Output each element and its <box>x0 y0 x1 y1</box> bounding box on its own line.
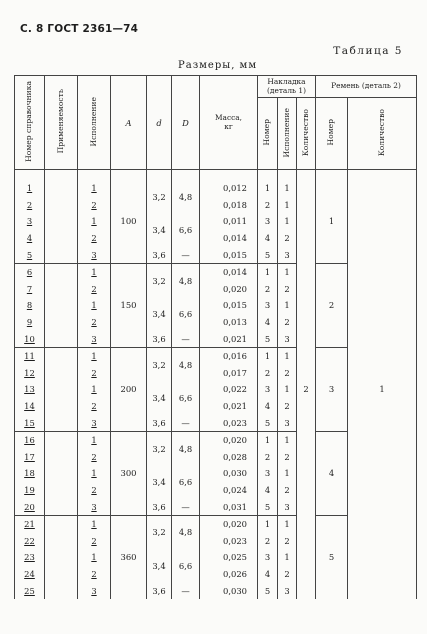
cell-nakladka-version: 3 <box>278 582 297 599</box>
cell-num: 16 <box>15 431 45 448</box>
cell-d: 3,4 <box>147 465 172 498</box>
cell-applicability <box>45 582 78 599</box>
cell-mass: 0,022 <box>200 381 258 398</box>
cell-d: 3,6 <box>147 582 172 599</box>
cell-nakladka-version: 2 <box>278 398 297 415</box>
cell-num: 9 <box>15 314 45 331</box>
cell-nakladka-num: 3 <box>258 381 278 398</box>
cell-applicability <box>45 263 78 280</box>
cell-mass: 0,014 <box>200 263 258 280</box>
cell-d: 3,6 <box>147 498 172 515</box>
cell-nakladka-version: 2 <box>278 532 297 549</box>
cell-nakladka-num: 1 <box>258 263 278 280</box>
cell-nakladka-qty: 2 <box>297 170 316 599</box>
cell-nakladka-version: 1 <box>278 197 297 214</box>
cell-d: 3,6 <box>147 414 172 431</box>
cell-mass: 0,023 <box>200 414 258 431</box>
cell-nakladka-version: 2 <box>278 314 297 331</box>
cell-A: 360 <box>111 515 147 598</box>
table-row <box>15 170 417 197</box>
cell-version: 1 <box>78 431 111 448</box>
cell-nakladka-num: 3 <box>258 213 278 230</box>
cell-nakladka-version: 1 <box>278 381 297 398</box>
cell-nakladka-num: 5 <box>258 330 278 347</box>
cell-remen-qty: 1 <box>348 170 417 599</box>
cell-mass: 0,017 <box>200 365 258 382</box>
cell-D: 4,8 <box>172 431 200 465</box>
cell-D: — <box>172 330 200 347</box>
cell-version: 3 <box>78 582 111 599</box>
cell-version: 2 <box>78 281 111 298</box>
dimensions-table <box>14 75 417 599</box>
cell-applicability <box>45 281 78 298</box>
cell-remen-num: 4 <box>316 431 348 515</box>
cell-applicability <box>45 170 78 197</box>
cell-D: — <box>172 246 200 263</box>
cell-mass: 0,018 <box>200 197 258 214</box>
cell-remen-num: 3 <box>316 347 348 431</box>
cell-version: 2 <box>78 532 111 549</box>
cell-D: 4,8 <box>172 347 200 381</box>
cell-version: 2 <box>78 365 111 382</box>
cell-nakladka-version: 2 <box>278 230 297 247</box>
page-header-standard: С. 8 ГОСТ 2361—74 <box>20 23 139 35</box>
cell-version: 2 <box>78 449 111 466</box>
cell-D: 4,8 <box>172 263 200 297</box>
cell-version: 3 <box>78 246 111 263</box>
cell-nakladka-num: 4 <box>258 230 278 247</box>
cell-version: 1 <box>78 381 111 398</box>
col-header-d: d <box>147 76 172 170</box>
cell-nakladka-version: 3 <box>278 414 297 431</box>
col-header-nakladka-num: Номер <box>258 98 278 170</box>
cell-applicability <box>45 482 78 499</box>
cell-mass: 0,021 <box>200 330 258 347</box>
cell-nakladka-version: 1 <box>278 549 297 566</box>
col-header-nakladka-version: Исполнение <box>278 98 297 170</box>
cell-D: — <box>172 414 200 431</box>
col-header-D: D <box>172 76 200 170</box>
cell-nakladka-num: 2 <box>258 532 278 549</box>
cell-num: 17 <box>15 449 45 466</box>
cell-applicability <box>45 414 78 431</box>
cell-nakladka-version: 2 <box>278 365 297 382</box>
cell-num: 18 <box>15 465 45 482</box>
cell-nakladka-num: 2 <box>258 365 278 382</box>
cell-d: 3,2 <box>147 263 172 297</box>
cell-nakladka-num: 1 <box>258 515 278 532</box>
cell-num: 25 <box>15 582 45 599</box>
col-header-A: A <box>111 76 147 170</box>
cell-mass: 0,024 <box>200 482 258 499</box>
cell-mass: 0,023 <box>200 532 258 549</box>
cell-mass: 0,021 <box>200 398 258 415</box>
cell-A: 150 <box>111 263 147 347</box>
cell-applicability <box>45 197 78 214</box>
cell-applicability <box>45 498 78 515</box>
cell-version: 1 <box>78 549 111 566</box>
cell-num: 8 <box>15 297 45 314</box>
cell-applicability <box>45 330 78 347</box>
cell-version: 2 <box>78 398 111 415</box>
cell-nakladka-version: 1 <box>278 297 297 314</box>
cell-nakladka-num: 4 <box>258 398 278 415</box>
cell-version: 2 <box>78 230 111 247</box>
cell-num: 14 <box>15 398 45 415</box>
cell-D: 4,8 <box>172 515 200 549</box>
cell-num: 24 <box>15 566 45 583</box>
cell-mass: 0,031 <box>200 498 258 515</box>
cell-mass: 0,028 <box>200 449 258 466</box>
cell-num: 23 <box>15 549 45 566</box>
cell-mass: 0,012 <box>200 170 258 197</box>
cell-D: — <box>172 582 200 599</box>
cell-mass: 0,016 <box>200 347 258 364</box>
cell-mass: 0,030 <box>200 465 258 482</box>
cell-nakladka-version: 1 <box>278 213 297 230</box>
cell-applicability <box>45 347 78 364</box>
cell-applicability <box>45 449 78 466</box>
cell-nakladka-num: 5 <box>258 246 278 263</box>
cell-mass: 0,020 <box>200 281 258 298</box>
cell-num: 13 <box>15 381 45 398</box>
cell-mass: 0,014 <box>200 230 258 247</box>
cell-applicability <box>45 549 78 566</box>
col-header-num: Номер справочника <box>15 76 45 170</box>
cell-mass: 0,013 <box>200 314 258 331</box>
cell-num: 22 <box>15 532 45 549</box>
cell-d: 3,4 <box>147 381 172 414</box>
cell-nakladka-version: 1 <box>278 465 297 482</box>
cell-mass: 0,011 <box>200 213 258 230</box>
cell-nakladka-version: 1 <box>278 347 297 364</box>
cell-D: 6,6 <box>172 549 200 582</box>
cell-nakladka-num: 5 <box>258 582 278 599</box>
cell-remen-num: 2 <box>316 263 348 347</box>
cell-d: 3,4 <box>147 549 172 582</box>
col-header-remen-num: Номер <box>316 98 348 170</box>
cell-version: 3 <box>78 414 111 431</box>
cell-D: 6,6 <box>172 465 200 498</box>
cell-mass: 0,026 <box>200 566 258 583</box>
cell-D: 6,6 <box>172 213 200 246</box>
cell-remen-num: 5 <box>316 515 348 598</box>
cell-nakladka-num: 1 <box>258 347 278 364</box>
cell-applicability <box>45 381 78 398</box>
cell-d: 3,2 <box>147 515 172 549</box>
cell-num: 12 <box>15 365 45 382</box>
cell-applicability <box>45 566 78 583</box>
cell-nakladka-num: 1 <box>258 431 278 448</box>
cell-applicability <box>45 230 78 247</box>
cell-version: 2 <box>78 314 111 331</box>
cell-nakladka-num: 3 <box>258 297 278 314</box>
cell-applicability <box>45 465 78 482</box>
col-header-mass: Масса, кг <box>200 76 258 170</box>
cell-nakladka-num: 3 <box>258 549 278 566</box>
cell-num: 4 <box>15 230 45 247</box>
cell-mass: 0,020 <box>200 431 258 448</box>
cell-d: 3,6 <box>147 330 172 347</box>
cell-version: 1 <box>78 347 111 364</box>
cell-num: 5 <box>15 246 45 263</box>
cell-nakladka-num: 4 <box>258 314 278 331</box>
cell-d: 3,6 <box>147 246 172 263</box>
cell-applicability <box>45 515 78 532</box>
cell-nakladka-version: 1 <box>278 431 297 448</box>
cell-num: 2 <box>15 197 45 214</box>
cell-nakladka-num: 2 <box>258 197 278 214</box>
cell-D: 6,6 <box>172 381 200 414</box>
cell-num: 19 <box>15 482 45 499</box>
cell-applicability <box>45 365 78 382</box>
cell-nakladka-version: 2 <box>278 281 297 298</box>
col-header-nakladka: Накладка (деталь 1) <box>258 76 316 98</box>
cell-D: — <box>172 498 200 515</box>
cell-nakladka-version: 3 <box>278 330 297 347</box>
cell-applicability <box>45 532 78 549</box>
cell-d: 3,2 <box>147 347 172 381</box>
cell-num: 15 <box>15 414 45 431</box>
cell-version: 3 <box>78 330 111 347</box>
cell-nakladka-num: 4 <box>258 566 278 583</box>
cell-num: 20 <box>15 498 45 515</box>
cell-num: 11 <box>15 347 45 364</box>
cell-num: 1 <box>15 170 45 197</box>
cell-num: 3 <box>15 213 45 230</box>
cell-num: 10 <box>15 330 45 347</box>
cell-D: 6,6 <box>172 297 200 330</box>
cell-mass: 0,025 <box>200 549 258 566</box>
cell-nakladka-num: 1 <box>258 170 278 197</box>
cell-applicability <box>45 246 78 263</box>
cell-nakladka-version: 1 <box>278 263 297 280</box>
cell-d: 3,2 <box>147 431 172 465</box>
table-number: Таблица 5 <box>333 45 403 57</box>
cell-version: 1 <box>78 297 111 314</box>
cell-nakladka-num: 4 <box>258 482 278 499</box>
cell-A: 200 <box>111 347 147 431</box>
cell-applicability <box>45 213 78 230</box>
cell-num: 21 <box>15 515 45 532</box>
cell-version: 1 <box>78 213 111 230</box>
cell-version: 1 <box>78 170 111 197</box>
cell-version: 3 <box>78 498 111 515</box>
cell-nakladka-version: 3 <box>278 498 297 515</box>
cell-nakladka-version: 1 <box>278 170 297 197</box>
cell-nakladka-version: 2 <box>278 482 297 499</box>
cell-nakladka-version: 1 <box>278 515 297 532</box>
cell-d: 3,4 <box>147 297 172 330</box>
cell-nakladka-num: 5 <box>258 498 278 515</box>
cell-remen-num: 1 <box>316 170 348 264</box>
cell-version: 2 <box>78 197 111 214</box>
cell-A: 100 <box>111 170 147 264</box>
cell-A: 300 <box>111 431 147 515</box>
col-header-remen: Ремень (деталь 2) <box>316 76 417 98</box>
col-header-remen-qty: Количество <box>348 98 417 170</box>
cell-applicability <box>45 297 78 314</box>
cell-nakladka-num: 2 <box>258 281 278 298</box>
cell-applicability <box>45 398 78 415</box>
cell-d: 3,4 <box>147 213 172 246</box>
cell-d: 3,2 <box>147 170 172 214</box>
cell-nakladka-num: 2 <box>258 449 278 466</box>
cell-version: 1 <box>78 515 111 532</box>
cell-version: 1 <box>78 263 111 280</box>
cell-num: 6 <box>15 263 45 280</box>
cell-mass: 0,015 <box>200 246 258 263</box>
table-caption: Размеры, мм <box>178 60 258 71</box>
cell-mass: 0,015 <box>200 297 258 314</box>
cell-nakladka-version: 2 <box>278 449 297 466</box>
cell-applicability <box>45 431 78 448</box>
cell-nakladka-version: 3 <box>278 246 297 263</box>
cell-nakladka-num: 3 <box>258 465 278 482</box>
col-header-nakladka-qty: Количество <box>297 98 316 170</box>
cell-applicability <box>45 314 78 331</box>
cell-nakladka-num: 5 <box>258 414 278 431</box>
cell-mass: 0,030 <box>200 582 258 599</box>
cell-nakladka-version: 2 <box>278 566 297 583</box>
cell-version: 1 <box>78 465 111 482</box>
cell-num: 7 <box>15 281 45 298</box>
col-header-version: Исполнение <box>78 76 111 170</box>
col-header-applicability: Применяемость <box>45 76 78 170</box>
cell-version: 2 <box>78 566 111 583</box>
cell-D: 4,8 <box>172 170 200 214</box>
table-body <box>15 170 417 599</box>
cell-version: 2 <box>78 482 111 499</box>
cell-mass: 0,020 <box>200 515 258 532</box>
